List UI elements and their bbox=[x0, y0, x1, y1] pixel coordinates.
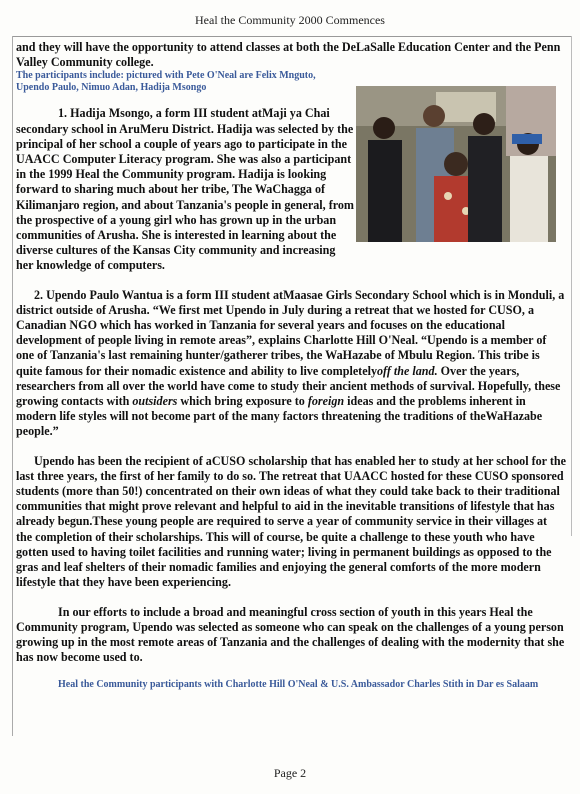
article-body bbox=[16, 40, 566, 691]
upendo-text-b: Over the years, researchers from all over the world have come to study their ancient methods of survival. Hopefully, these growing contacts with bbox=[16, 363, 561, 409]
upendo-italic-a: off the land. bbox=[377, 363, 438, 378]
top-caption: The participants include: pictured with Pete O'Neal are Felix Mnguto, Upendo Paulo, Nimuo Adan, Hadija Msongo bbox=[16, 70, 316, 94]
upendo-text-a: 2. Upendo Paulo Wantua is a form III student atMaasae Girls Secondary School which is in Monduli, a district outside of Arusha. “We first met Upendo in July during a retreat that we hosted for CUSO, a Canadian NGO which has worked in Tanzania for several years and focuses on the educational development of people living in remote areas”, explains Charlotte Hill O'Neal. “Upendo is a member of one of Tanzania's last remaining hunter/gatherer tribes, the WaHazabe of Mbulu Region. This tribe is quite famous for their nomadic existence and ability to live completely bbox=[16, 287, 565, 378]
item-number-1: 1. bbox=[58, 106, 68, 121]
intro-paragraph: and they will have the opportunity to attend classes at both the DeLaSalle Education Center and the Penn Valley Community college. bbox=[16, 40, 561, 70]
upendo-text-c: which bring exposure to bbox=[177, 394, 308, 409]
paragraph-hadija-text: Hadija Msongo, a form III student atMaji ya Chai secondary school in AruMeru District. Hadija was selected by the principal of her school a couple of years ago to participate in the UAACC Computer Literacy program. She was also a participant in the 1999 Heal the Community program. Hadija is looking forward to sharing much about her tribe, The WaChagga of Kilimanjaro region, and about Tanzania's people in general, from the prospective of a young girl who has grown up in the urban communities of Arusha. She is interested in learning about the diverse cultures of the Kansas City community and increasing her knowledge of computers. bbox=[16, 106, 354, 273]
upendo-italic-c: foreign bbox=[307, 394, 345, 409]
upendo-italic-b: outsiders bbox=[132, 394, 178, 409]
right-rule bbox=[571, 36, 572, 536]
paragraph-hadija bbox=[16, 106, 354, 273]
paragraph-scholarship: Upendo has been the recipient of aCUSO scholarship that has enabled her to study at her school for the last three years, the first of her family to do so. The retreat that UAACC hosted for these CUSO sponsored students (more than 50!) concentrated on their own ideas of what they could take back to their traditional communities that might prove relevant and helpful to aid in the inevitable transitions of lifestyle that has already begun.These young people are required to serve a year of community service in their villages at the completion of their scholarships. This will of course, be quite a challenge to these youth who have gotten used to having toilet facilities and running water; living in permanent buildings as opposed to the gras and leaf shelters of their nomadic families and enjoying the general comforts of the more modern lifestyle that they have been experiencing. bbox=[16, 453, 566, 590]
page-header: Heal the Community 2000 Commences bbox=[195, 13, 385, 27]
paragraph-efforts: In our efforts to include a broad and meaningful cross section of youth in this years Heal the Community program, Upendo was selected as someone who can speak on the challenges of a young person growing up in the most remote areas of Tanzania and the challenges of dealing with the modernity that she has now become used to. bbox=[16, 604, 565, 665]
top-rule bbox=[12, 36, 572, 37]
bottom-caption: Heal the Community participants with Charlotte Hill O'Neal & U.S. Ambassador Charles Stith in Dar es Salaam bbox=[58, 679, 539, 691]
left-rule bbox=[12, 36, 13, 736]
paragraph-upendo bbox=[16, 288, 566, 440]
page-number: Page 2 bbox=[273, 766, 307, 780]
upendo-text-d: ideas and the problems inherent in modern life styles will not become part of the many factors threatening the traditions of theWaHazabe people.” bbox=[16, 394, 543, 439]
